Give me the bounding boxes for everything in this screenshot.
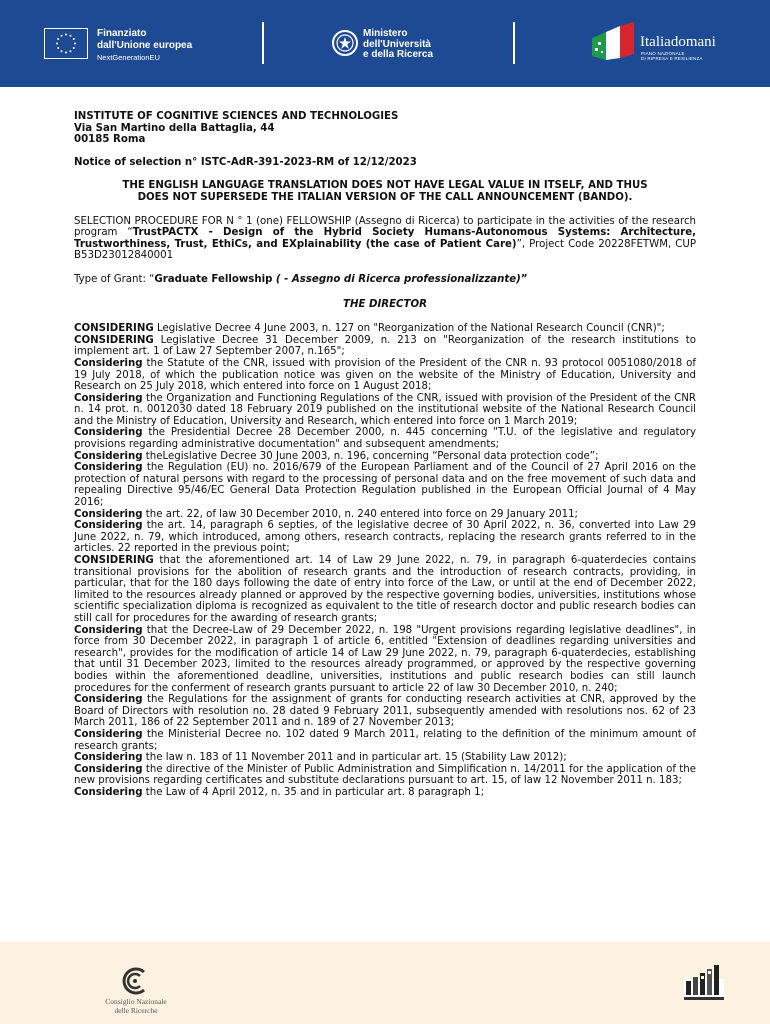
cnr-label (96, 997, 176, 1015)
considering-text: that the Decree-Law of 29 December 2022, n. 198 "Urgent provisions regarding legislative deadlines", in force from 30 December 2022, in paragraph 1 of article 6, entitled "Extension of deadlines regarding universities and research", provides for the modification of article 14 of Law 29 June 2022, n. 79, paragraph 6-quaterdecies, establishing that until 31 December 2023, limited to the resources already programmed, or approved by the respective governing bodies within the aforementioned deadline, universities, institutions and public research bodies can still launch procedures for the conferment of research grants pursuant to article 22 of law 30 December 2010, n. 240; (74, 624, 696, 694)
eu-funding-label (97, 28, 192, 64)
disclaimer-line-2: DOES NOT SUPERSEDE THE ITALIAN VERSION OF THE CALL ANNOUNCEMENT (BANDO). (137, 191, 633, 203)
institute-name: INSTITUTE OF COGNITIVE SCIENCES AND TECHNOLOGIES (74, 111, 399, 122)
considering-text: the Presidential Decree 28 December 2000, n. 445 concerning "T.U. of the legislative and regulatory provisions regarding administrative documentation" and subsequent amendments; (74, 427, 696, 451)
considering-text: the law n. 183 of 11 November 2011 and in particular art. 15 (Stability Law 2012); (142, 752, 567, 764)
ministry-line-2: dell'Università (363, 38, 431, 50)
considering-keyword: Considering (74, 520, 143, 532)
istc-logo-icon (684, 963, 724, 1007)
considering-item (74, 462, 696, 508)
considering-text: the directive of the Minister of Public Administration and Simplification n. 14/2011 for the application of the new provisions regarding certificates and substitute declarations pursuant to art. 15, of law 12 November 2011 n. 183; (74, 763, 696, 787)
considering-text: Legislative Decree 4 June 2003, n. 127 on "Reorganization of the National Research Council (CNR)"; (153, 323, 665, 335)
considering-keyword: Considering (74, 427, 143, 439)
italiadomani-sub-1: PIANO NAZIONALE (641, 51, 685, 56)
eu-line-1: Finanziato (97, 28, 147, 39)
considering-item (74, 729, 696, 752)
selection-suffix: ”, Project Code 20228FETWM, CUP B53D23012840001 (74, 238, 696, 262)
eu-flag-icon (44, 28, 88, 59)
eu-line-2: dall'Unione europea (97, 40, 193, 51)
considering-keyword: Considering (74, 624, 143, 636)
grant-type (74, 274, 696, 286)
grant-name: Graduate Fellowship (154, 273, 273, 285)
considering-keyword: Considering (74, 728, 143, 740)
header-divider (513, 22, 515, 64)
ministry-label (363, 29, 433, 61)
notice-of-selection: Notice of selection n° ISTC-AdR-391-2023-RM of 12/12/2023 (74, 156, 417, 168)
legal-disclaimer (74, 180, 696, 203)
considering-keyword: Considering (74, 508, 143, 520)
italiadomani-title: Italiadomani (640, 34, 716, 50)
italiadomani-flag-icon (590, 22, 636, 62)
considering-item (74, 764, 696, 787)
institute-city: 00185 Roma (74, 134, 146, 146)
considering-keyword: Considering (74, 694, 143, 706)
considering-keyword: Considering (74, 763, 143, 775)
italiadomani-sub-2: DI RIPRESA E RESILIENZA (641, 56, 703, 61)
considering-keyword: Considering (74, 450, 143, 462)
considering-text: the art. 14, paragraph 6 septies, of the legislative decree of 30 April 2022, n. 36, converted into Law 29 June 2022, n. 79, which introduced, among others, research contracts, replacing the research grants referred to in the articles. 22 reported in the previous point; (74, 520, 696, 555)
cnr-line-2: delle Ricerche (114, 1006, 158, 1015)
selection-procedure (74, 216, 696, 262)
considering-item (74, 555, 696, 625)
considering-item (74, 358, 696, 393)
considering-text: the art. 22, of law 30 December 2010, n. 240 entered into force on 29 January 2011; (142, 508, 578, 520)
considering-item (74, 451, 696, 463)
considering-keyword: Considering (74, 462, 143, 474)
italian-republic-emblem-icon (331, 28, 359, 58)
considering-text: theLegislative Decree 30 June 2003, n. 196, concerning “Personal data protection code”; (142, 450, 599, 462)
selection-prefix: SELECTION PROCEDURE FOR N ° 1 (one) FELLOWSHIP (Assegno di Ricerca) to participate in the activities of the research program “ (74, 215, 696, 239)
cnr-line-1: Consiglio Nazionale (105, 997, 167, 1006)
considering-item (74, 694, 696, 729)
considering-item (74, 752, 696, 764)
cnr-logo-icon (118, 966, 152, 996)
document-body (74, 111, 696, 798)
considering-keyword: Considering (74, 752, 143, 764)
considering-text: that the aforementioned art. 14 of Law 29 June 2022, n. 79, in paragraph 6-quaterdecies contains transitional provisions for the abolition of research grants and the introduction of research contracts, providing, in particular, that for the 180 days following the date of entry into force of the Law, or until at the end of December 2022, limited to the resources already planned or approved by the respective governing bodies, universities, institutions whose scientific specialization diploma is recognized as equivalent to the title of research doctor and public research bodies can still call for procedures for the awarding of research grants; (74, 555, 696, 624)
considering-text: the Statute of the CNR, issued with provision of the President of the CNR n. 93 protocol 0051080/2018 of 19 July 2018, of which the publication notice was given on the website of the Ministry of Education, University and Research on 25 July 2018, which entered into force on 1 August 2018; (74, 357, 696, 393)
considering-keyword: Considering (74, 392, 143, 404)
program-title: TrustPACTX - Design of the Hybrid Society Humans-Autonomous Systems: Architecture, Trustworthiness, Trust, EthiCs, and EXplainability (the case of Patient Care) (74, 227, 696, 250)
considering-item (74, 335, 696, 358)
considering-item (74, 509, 696, 521)
institute-street: Via San Martino della Battaglia, 44 (74, 122, 275, 134)
grant-prefix: Type of Grant: “ (74, 273, 155, 285)
considering-text: the Organization and Functioning Regulations of the CNR, issued with provision of the President of the CNR n. 14 prot. n. 0012030 dated 18 February 2019 published on the institutional website of the National Research Council and the Ministry of Education, University and Research, which entered into force on 1 March 2019; (74, 392, 696, 427)
considering-item (74, 427, 696, 450)
grant-suffix: ” (520, 273, 528, 285)
considering-text: the Ministerial Decree no. 102 dated 9 March 2011, relating to the definition of the minimum amount of research grants; (74, 728, 696, 752)
director-heading: THE DIRECTOR (343, 298, 427, 310)
considering-keyword: CONSIDERING (74, 323, 154, 335)
considering-text: the Law of 4 April 2012, n. 35 and in particular art. 8 paragraph 1; (142, 786, 485, 798)
header-divider (262, 22, 264, 64)
disclaimer-line-1: THE ENGLISH LANGUAGE TRANSLATION DOES NOT HAVE LEGAL VALUE IN ITSELF, AND THUS (122, 180, 648, 192)
considering-item (74, 520, 696, 555)
considering-item (74, 323, 696, 335)
considering-keyword: Considering (74, 786, 143, 798)
considering-text: Legislative Decree 31 December 2009, n. 213 on "Reorganization of the research institutions to implement art. 1 of Law 27 September 2007, n.165"; (74, 334, 696, 358)
considering-text: the Regulations for the assignment of grants for conducting research activities at CNR, approved by the Board of Directors with resolution no. 28 dated 9 February 2011, subsequently amended with resolutions nos. 62 of 23 March 2011, 186 of 22 September 2011 and n. 189 of 27 November 2013; (74, 694, 696, 729)
considering-item (74, 625, 696, 695)
considering-keyword: CONSIDERING (74, 334, 154, 346)
eu-line-3: NextGenerationEU (97, 53, 160, 62)
ministry-line-1: Ministero (363, 28, 408, 39)
considering-keyword: Considering (74, 357, 143, 369)
ministry-line-3: e della Ricerca (363, 49, 434, 60)
grant-italian-name: ( - Assegno di Ricerca professionalizzante) (272, 273, 521, 285)
italiadomani-subtitle (641, 51, 703, 61)
considering-item (74, 393, 696, 428)
considering-item (74, 787, 696, 799)
considering-keyword: CONSIDERING (74, 555, 154, 566)
considerings-list (74, 323, 696, 798)
considering-text: the Regulation (EU) no. 2016/679 of the European Parliament and of the Council of 27 April 2016 on the protection of natural persons with regard to the processing of personal data and on the free movement of such data and repealing Directive 95/46/EC General Data Protection Regulation published in the European Official Journal of 4 May 2016; (74, 462, 696, 509)
